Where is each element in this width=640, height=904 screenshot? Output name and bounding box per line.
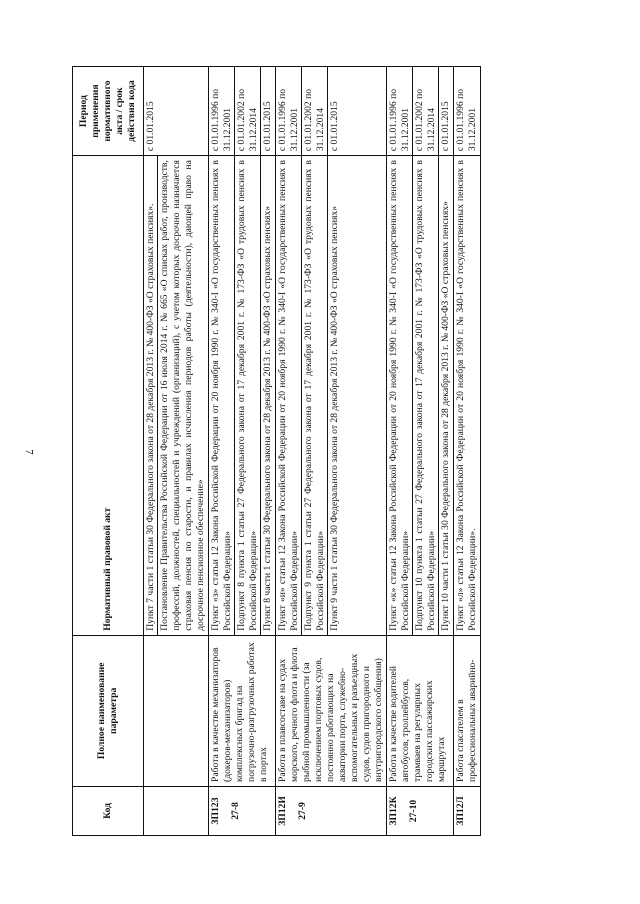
code-cell xyxy=(276,786,387,835)
row-sub-code: 27-9 xyxy=(297,802,308,820)
table-row xyxy=(454,67,481,836)
period-text: с 01.01.2015 xyxy=(327,67,341,155)
code-cell xyxy=(387,786,454,835)
table-header-row xyxy=(73,67,144,836)
legal-act-text: Пункт «к» статьи 12 Закона Российской Федерации от 20 ноября 1990 г. № 340-I «О государственных пенсиях в Российской Федерации» xyxy=(388,160,411,631)
period-cell xyxy=(209,67,276,156)
legal-act-text: Пункт «з» статьи 12 Закона Российской Федерации от 20 ноября 1990 г. № 340-I «О государственных пенсиях в Российской Федерации» xyxy=(210,160,233,631)
table-body xyxy=(144,67,481,836)
legal-act-text: Подпункт 10 пункта 1 статьи 27 Федерального закона от 17 декабря 2001 г. № 173-ФЗ «О трудовых пенсиях в Российской Федерации» xyxy=(412,156,438,635)
code-cell xyxy=(454,786,481,835)
parameter-name: Работа в качестве водителей автобусов, троллейбусов, трамваев на регулярных городских пассажирских маршрутах xyxy=(387,635,454,786)
act-cell xyxy=(387,156,454,636)
row-code: ЗП12Л xyxy=(455,796,466,826)
act-cell xyxy=(276,156,387,636)
legal-act-text: Подпункт 8 пункта 1 статьи 27 Федерального закона от 17 декабря 2001 г. № 173-ФЗ «О трудовых пенсиях в Российской Федерации» xyxy=(234,156,260,635)
code-cell xyxy=(144,786,209,835)
parameter-name: Работа в плавсоставе на судах морского, речного флота и флота рыбной промышленности (за исключением портовых судов, постоянно работающих на акватории порта, служебно-вспомогательных и разъездных судов, судов пригородного и внутригородского сообщения) xyxy=(276,635,387,786)
period-text: с 01.01.2015 xyxy=(260,67,274,155)
header-period: Период применения нормативного акта / срок действия кода xyxy=(73,67,144,156)
act-cell xyxy=(144,156,209,636)
row-sub-code: 27-8 xyxy=(230,802,241,820)
legal-act-text: Пункт «и» статьи 12 Закона Российской Федерации от 20 ноября 1990 г. № 340-I «О государственных пенсиях в Российской Федерации» xyxy=(277,160,300,631)
legal-act-text: Пункт «л» статьи 12 Закона Российской Федерации от 20 ноября 1990 г. № 340-I «О государственных пенсиях в Российской Федерации». xyxy=(455,160,478,631)
header-name: Полное наименование параметра xyxy=(73,635,144,786)
row-code: ЗП12К xyxy=(388,796,399,826)
period-cell xyxy=(144,67,209,156)
period-text: с 01.01.2002 по 31.12.2014 xyxy=(234,67,260,155)
row-code: ЗП12И xyxy=(277,796,288,826)
legal-act-text: Постановление Правительства Российской Федерации от 16 июля 2014 г. № 665 «О списках работ, производств, профессий, должностей, специальностей и учреждений (организаций), с учетом которых досрочно назначается страховая пенсия по старости, и правилах исчисления периодов работы (деятельности), дающей право на досрочное пенсионное обеспечение» xyxy=(157,156,207,635)
norms-table xyxy=(72,66,481,836)
parameter-name xyxy=(144,635,209,786)
legal-act-text: Пункт 10 части 1 статьи 30 Федерального закона от 28 декабря 2013 г. № 400-ФЗ «О страховых пенсиях» xyxy=(438,156,452,635)
period-text: с 01.01.1996 по 31.12.2001 xyxy=(277,88,300,152)
period-cell xyxy=(454,67,481,156)
parameter-name: Работа спасателем в профессиональных аварийно- xyxy=(454,635,481,786)
row-code: ЗП12З xyxy=(210,797,221,825)
legal-act-text: Пункт 8 части 1 статьи 30 Федерального закона от 28 декабря 2013 г. № 400-ФЗ «О страховых пенсиях» xyxy=(260,156,274,635)
period-text: с 01.01.2015 xyxy=(145,101,156,152)
table-row xyxy=(276,67,387,836)
legal-act-text: Пункт 7 части 1 статьи 30 Федерального закона от 28 декабря 2013 г. № 400-ФЗ «О страховых пенсиях». xyxy=(145,203,156,631)
legal-act-text: Пункт 9 части 1 статьи 30 Федерального закона от 28 декабря 2013 г. № 400-ФЗ «О страховых пенсиях» xyxy=(327,156,341,635)
header-code: Код xyxy=(73,786,144,835)
table-row xyxy=(387,67,454,836)
period-text: с 01.01.1996 по 31.12.2001 xyxy=(388,88,411,152)
period-text: с 01.01.2002 по 31.12.2014 xyxy=(412,67,438,155)
period-cell xyxy=(387,67,454,156)
legal-act-text: Подпункт 9 пункта 1 статьи 27 Федерального закона от 17 декабря 2001 г. № 173-ФЗ «О трудовых пенсиях в Российской Федерации» xyxy=(301,156,327,635)
page-number: 7 xyxy=(22,449,35,455)
rotated-sheet xyxy=(72,66,582,836)
header-act: Нормативный правовой акт xyxy=(73,156,144,636)
act-cell xyxy=(209,156,276,636)
period-text: с 01.01.2002 по 31.12.2014 xyxy=(301,67,327,155)
act-cell xyxy=(454,156,481,636)
table-row xyxy=(144,67,209,836)
row-sub-code: 27-10 xyxy=(408,799,419,823)
code-cell xyxy=(209,786,276,835)
table-row xyxy=(209,67,276,836)
parameter-name: Работа в качестве механизаторов (докеров-механизаторов) комплексных бригад на погрузочно-разгрузочных работах в портах xyxy=(209,635,276,786)
period-text: с 01.01.1996 по 31.12.2001 xyxy=(210,88,233,152)
period-text: с 01.01.2015 xyxy=(438,67,452,155)
period-text: с 01.01.1996 по 31.12.2001 xyxy=(455,88,478,152)
period-cell xyxy=(276,67,387,156)
